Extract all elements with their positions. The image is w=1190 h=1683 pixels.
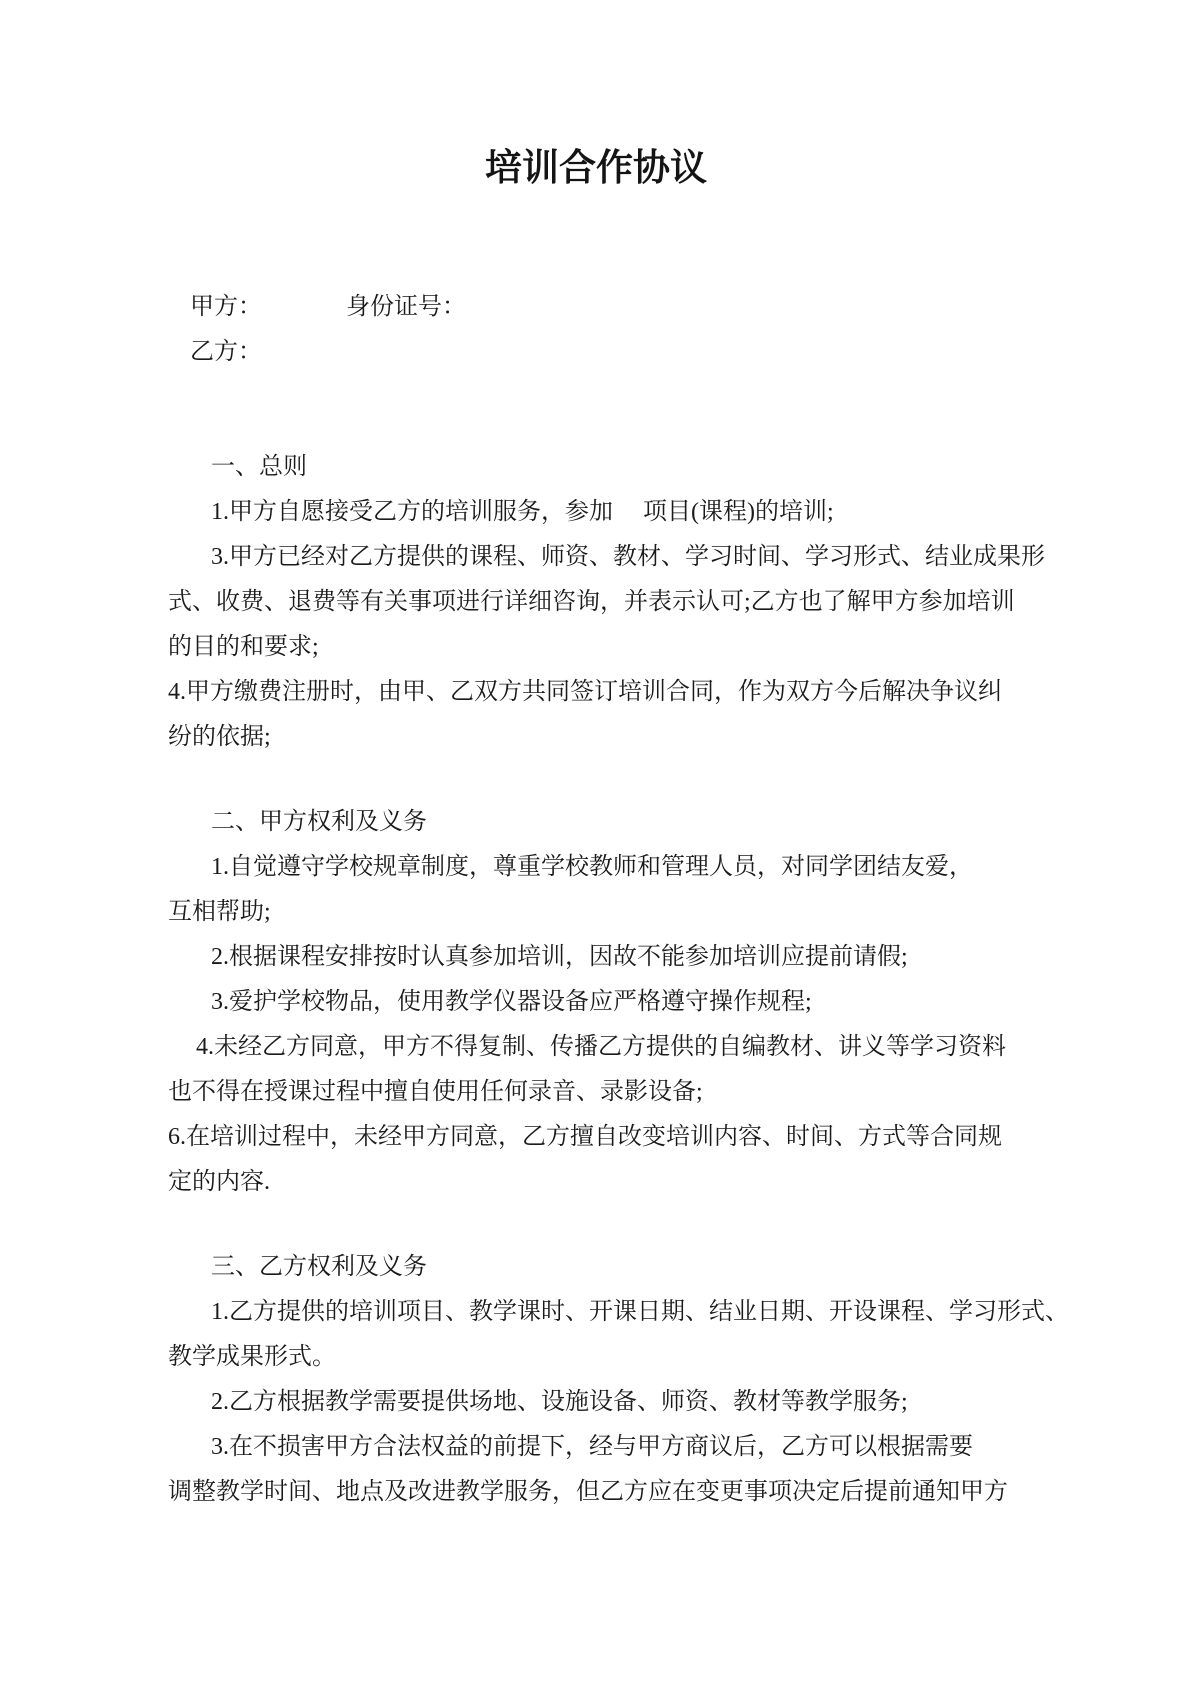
clause-wrap-line: 调整教学时间、地点及改进教学服务，但乙方应在变更事项决定后提前通知甲方 <box>168 1479 1008 1505</box>
clause-wrap-line: 互相帮助; <box>168 899 271 925</box>
clause-line: 3.甲方已经对乙方提供的课程、师资、教材、学习时间、学习形式、结业成果形 <box>211 544 1045 570</box>
clause-line: 1.自觉遵守学校规章制度，尊重学校教师和管理人员，对同学团结友爱， <box>211 854 973 880</box>
sections-container <box>168 445 1069 1515</box>
clause-line: 1.甲方自愿接受乙方的培训服务，参加 项目(课程)的培训; <box>211 499 834 525</box>
clause-line: 2.根据课程安排按时认真参加培训，因故不能参加培训应提前请假; <box>211 944 908 970</box>
id-number-label: 身份证号： <box>346 294 466 320</box>
section-heading: 二、甲方权利及义务 <box>211 809 427 835</box>
clause-wrap-line: 也不得在授课过程中擅自使用任何录音、录影设备; <box>168 1079 703 1105</box>
clause-wrap-line: 的目的和要求; <box>168 634 319 660</box>
party-a-label: 甲方： <box>190 294 262 320</box>
clause-wrap-line: 纷的依据; <box>168 724 271 750</box>
clause-wrap-line: 式、收费、退费等有关事项进行详细咨询，并表示认可;乙方也了解甲方参加培训 <box>168 589 1015 615</box>
section-heading: 三、乙方权利及义务 <box>211 1254 427 1280</box>
clause-line: 1.乙方提供的培训项目、教学课时、开课日期、结业日期、开设课程、学习形式、 <box>211 1299 1069 1325</box>
clause-line: 3.爱护学校物品，使用教学仪器设备应严格遵守操作规程; <box>211 989 812 1015</box>
clause-line: 4.甲方缴费注册时，由甲、乙双方共同签订培训合同，作为双方今后解决争议纠 <box>168 679 1002 705</box>
party-block <box>168 285 1024 375</box>
clause-line: 4.未经乙方同意，甲方不得复制、传播乙方提供的自编教材、讲义等学习资料 <box>196 1034 1006 1060</box>
section-2 <box>168 800 1024 1205</box>
clause-wrap-line: 教学成果形式。 <box>168 1344 336 1370</box>
clause-line: 2.乙方根据教学需要提供场地、设施设备、师资、教材等教学服务; <box>211 1389 908 1415</box>
party-b-label: 乙方： <box>190 339 262 365</box>
document-title: 培训合作协议 <box>485 147 707 188</box>
party-a-row <box>190 285 1024 330</box>
section-heading: 一、总则 <box>211 454 307 480</box>
section-1 <box>168 445 1045 760</box>
section-3 <box>168 1245 1069 1515</box>
clause-wrap-line: 定的内容. <box>168 1169 270 1195</box>
clause-line: 6.在培训过程中，未经甲方同意，乙方擅自改变培训内容、时间、方式等合同规 <box>168 1124 1002 1150</box>
clause-line: 3.在不损害甲方合法权益的前提下，经与甲方商议后，乙方可以根据需要 <box>211 1434 973 1460</box>
party-b-row <box>190 330 1024 375</box>
